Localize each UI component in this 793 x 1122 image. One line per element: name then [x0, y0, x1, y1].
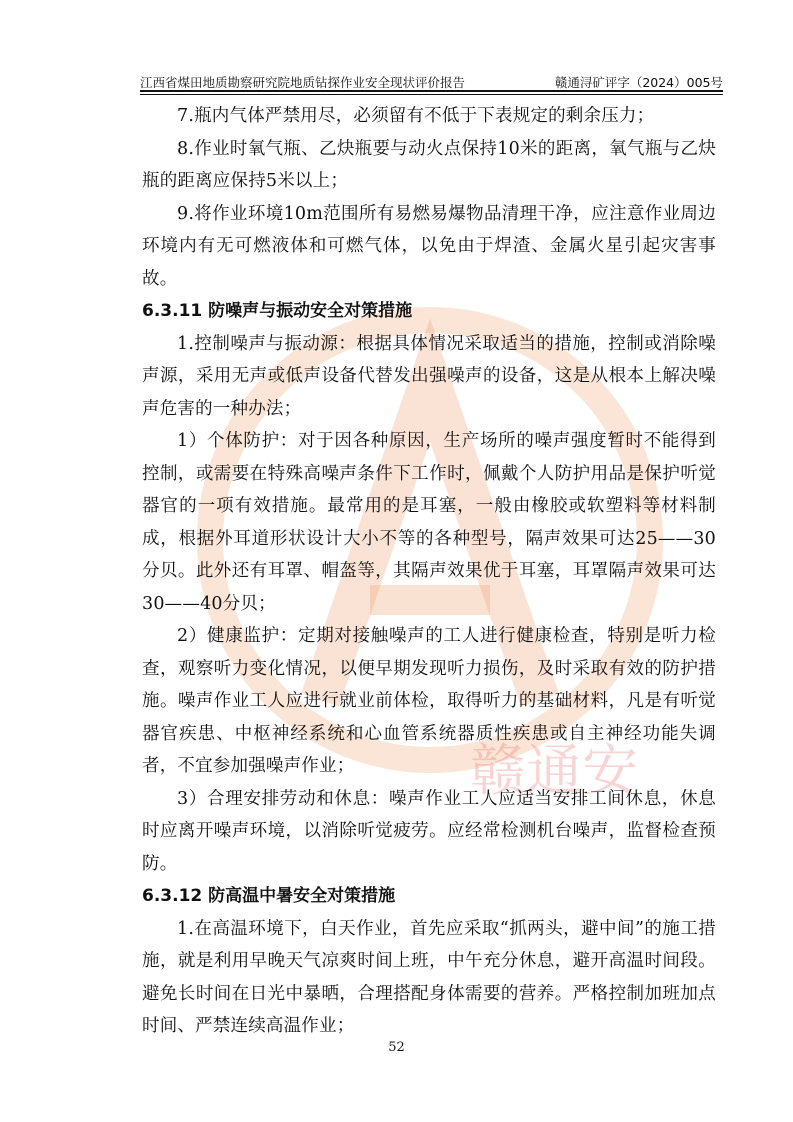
- paragraph-item-8: 8.作业时氧气瓶、乙炔瓶要与动火点保持10米的距离，氧气瓶与乙炔瓶的距离应保持5米以上；: [142, 138, 716, 191]
- page-number: 52: [388, 1040, 405, 1055]
- header-left-title: 江西省煤田地质勘察研究院地质钻探作业安全现状评价报告: [140, 75, 466, 90]
- header-report-number: 赣通浔矿评字（2024）005号: [554, 75, 723, 90]
- paragraph-noise-control: 1.控制噪声与振动源：根据具体情况采取适当的措施，控制或消除噪声源，采用无声或低声设备代替发出强噪声的设备，这是从根本上解决噪声危害的一种办法；: [142, 333, 716, 419]
- header-rule-thin: [140, 94, 723, 95]
- section-heading-6-3-12: 6.3.12 防高温中暑安全对策措施: [142, 886, 396, 906]
- watermark-stamp-text: 赣通安: [470, 739, 638, 804]
- paragraph-personal-protection: 1）个体防护：对于因各种原因，生产场所的噪声强度暂时不能得到控制，或需要在特殊高噪声条件下工作时，佩戴个人防护用品是保护听觉器官的一项有效措施。最常用的是耳塞，一般由橡胶或软塑料等材料制成，根据外耳道形状设计大小不等的各种型号，隔声效果可达25——30分贝。此外还有耳罩、帽盔等，其隔声效果优于耳塞，耳罩隔声效果可达30——40分贝；: [142, 431, 716, 614]
- section-heading-6-3-11: 6.3.11 防噪声与振动安全对策措施: [142, 301, 413, 321]
- paragraph-item-9: 9.将作业环境10m范围所有易燃易爆物品清理干净，应注意作业周边环境内有无可燃液体和可燃气体，以免由于焊渣、金属火星引起灾害事故。: [142, 203, 716, 289]
- document-body: [142, 100, 716, 1043]
- paragraph-item-7: 7.瓶内气体严禁用尽，必须留有不低于下表规定的剩余压力；: [177, 106, 655, 126]
- page-header: [140, 69, 723, 91]
- paragraph-high-temperature: 1.在高温环境下，白天作业，首先应采取“抓两头，避中间”的施工措施，就是利用早晚天气凉爽时间上班，中午充分休息，避开高温时间段。避免长时间在日光中暴晒，合理搭配身体需要的营养。严格控制加班加点时间、严禁连续高温作业；: [142, 918, 716, 1036]
- paragraph-health-monitoring: 2）健康监护：定期对接触噪声的工人进行健康检查，特别是听力检查，观察听力变化情况，以便早期发现听力损伤，及时采取有效的防护措施。噪声作业工人应进行就业前体检，取得听力的基础材料，凡是有听觉器官疾患、中枢神经系统和心血管系统器质性疾患或自主神经功能失调者，不宜参加强噪声作业；: [142, 626, 716, 776]
- paragraph-work-rest: 3）合理安排劳动和休息：噪声作业工人应适当安排工间休息，休息时应离开噪声环境，以消除听觉疲劳。应经常检测机台噪声，监督检查预防。: [142, 788, 716, 874]
- header-rule: [140, 90, 723, 92]
